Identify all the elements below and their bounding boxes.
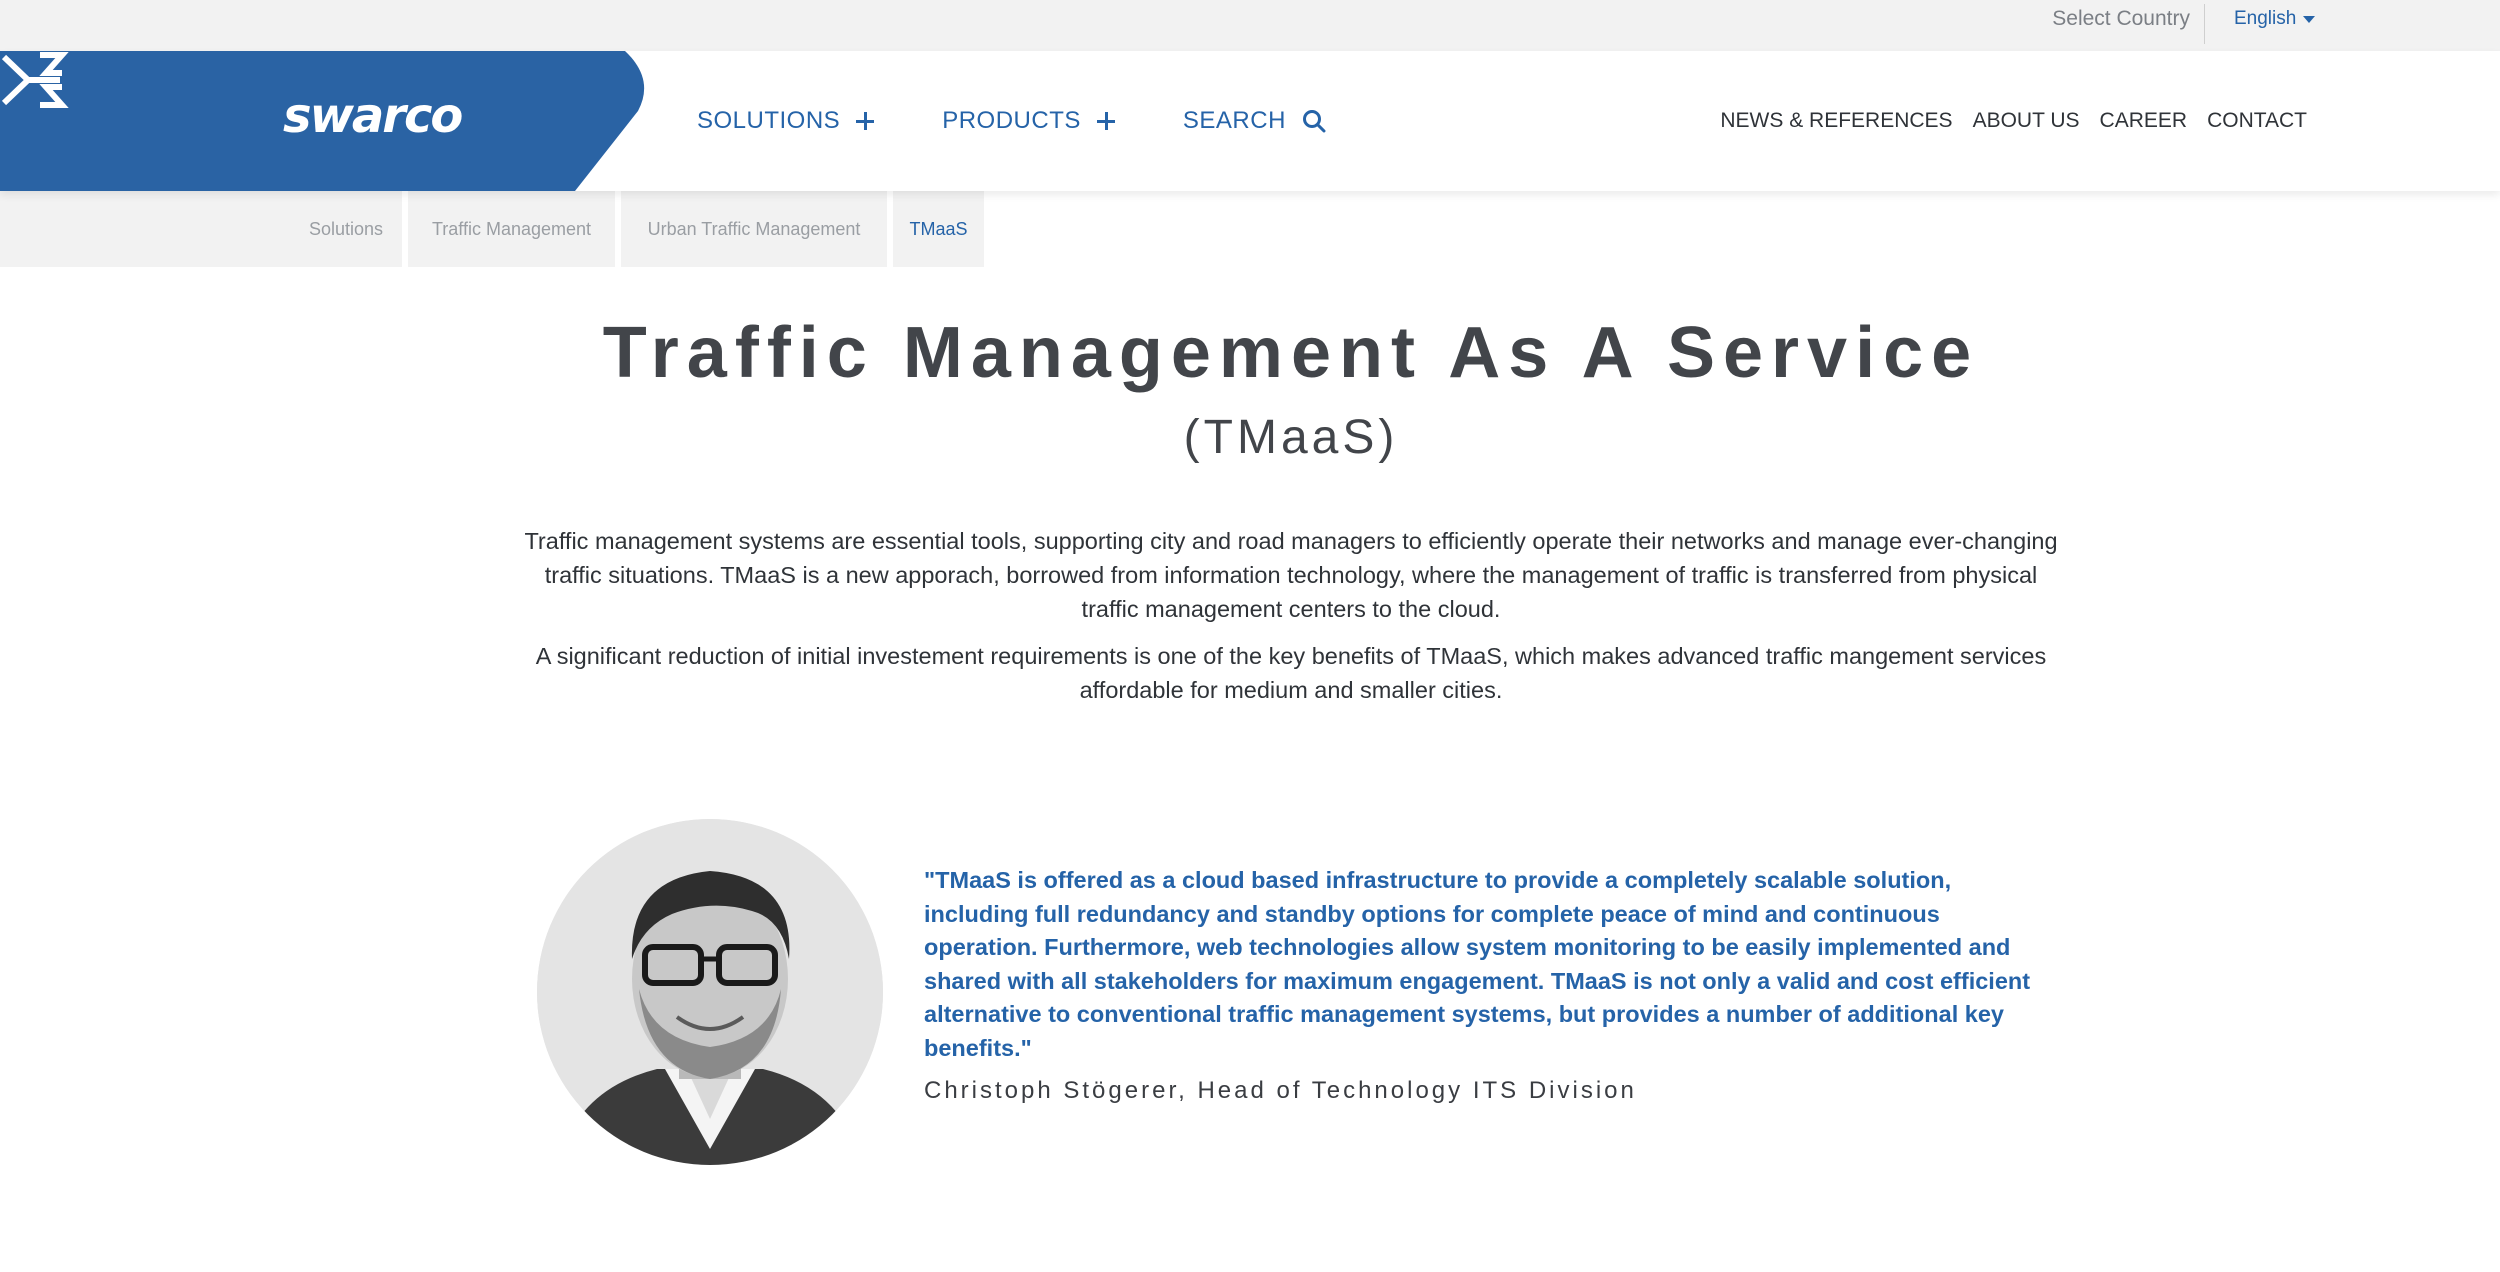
intro-paragraph-2: A significant reduction of initial investement requirements is one of the key benefits of TMaaS, which makes advanced traffic mangement services affordable for medium and smaller cities. [535,643,2047,703]
author-portrait [537,819,883,1165]
utility-bar [0,0,2500,51]
nav-products-label: PRODUCTS [942,107,1081,134]
nav-news-references[interactable]: NEWS & REFERENCES [1720,109,1953,132]
intro-paragraph-1: Traffic management systems are essential tools, supporting city and road managers to efficiently operate their networks and manage ever-changing traffic situations. TMaaS is a new apporach, borrowed from information technology, where the management of traffic is transferred from physical traffic management centers to the cloud. [524,528,2058,622]
nav-career[interactable]: CAREER [2099,109,2188,132]
breadcrumb-tmaas: TMaaS [893,191,984,267]
intro-text [520,524,2062,707]
logo[interactable] [0,51,650,191]
plus-icon [856,112,874,130]
nav-search-label: SEARCH [1182,107,1286,134]
nav-solutions-label: SOLUTIONS [697,107,841,134]
plus-icon [1097,112,1115,130]
primary-nav [697,51,1326,191]
nav-contact[interactable]: CONTACT [2207,109,2307,132]
breadcrumb-solutions[interactable]: Solutions [290,191,402,267]
site-header [0,51,2500,191]
select-country-link[interactable]: Select Country [2052,4,2205,44]
testimonial-author: Christoph Stögerer, Head of Technology ITS Division [924,1077,1637,1104]
page-subtitle: (TMaaS) [1183,411,1399,464]
breadcrumb-urban-traffic-management[interactable]: Urban Traffic Management [621,191,887,267]
testimonial-quote: "TMaaS is offered as a cloud based infrastructure to provide a completely scalable solution, including full redundancy and standby options for complete peace of mind and continuous operation. Furthermore, web technologies allow system monitoring to be easily implemented and shared with all stakeholders for maximum engagement. TMaaS is not only a valid and cost efficient alternative to conventional traffic management systems, but provides a number of additional key benefits." [924,867,2031,1061]
caret-down-icon [2303,16,2315,23]
secondary-nav [1720,51,2307,191]
logo-wordmark: swarco [283,88,462,144]
nav-solutions[interactable] [697,107,874,135]
nav-search[interactable] [1183,107,1326,135]
nav-products[interactable] [942,107,1115,135]
breadcrumb-traffic-management[interactable]: Traffic Management [408,191,615,267]
page-title: Traffic Management As A Service [602,313,1980,393]
logo-arrows-icon [0,51,70,109]
language-label: English [2234,8,2297,29]
language-selector[interactable] [2234,4,2315,34]
person-photo [537,819,883,1165]
breadcrumb [0,191,2500,267]
nav-about-us[interactable]: ABOUT US [1972,109,2080,132]
search-icon [1302,109,1326,133]
